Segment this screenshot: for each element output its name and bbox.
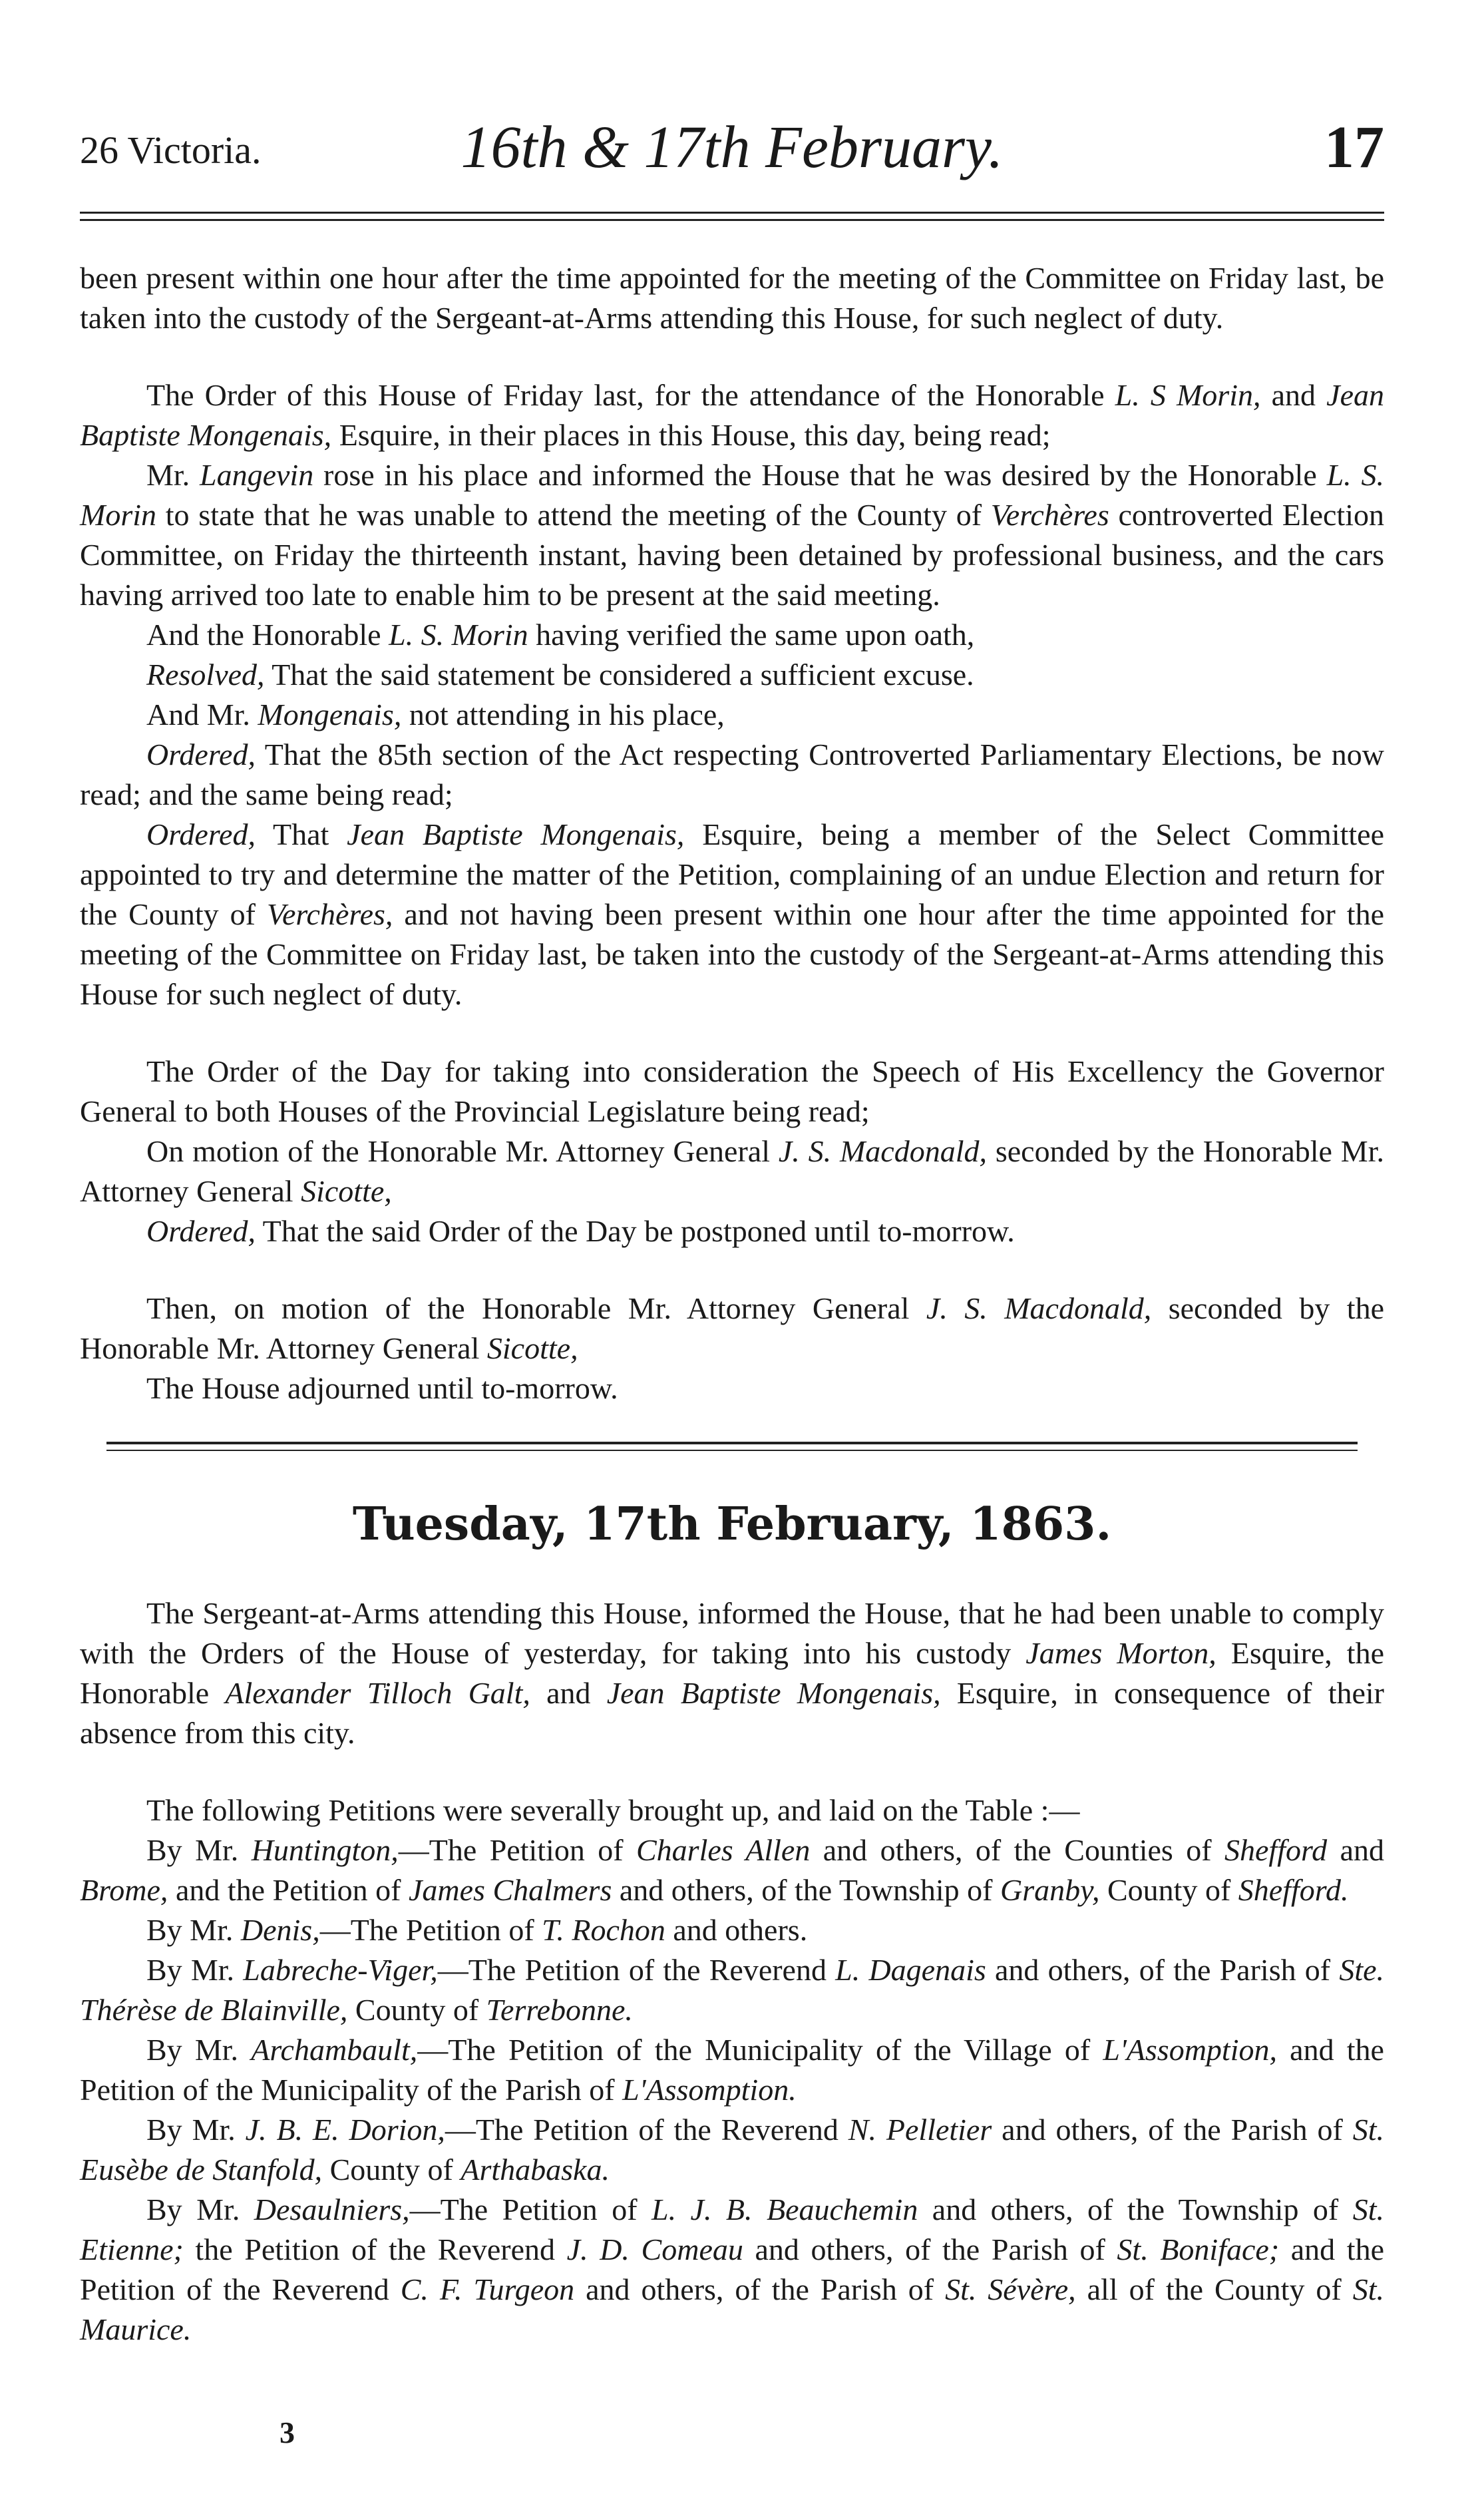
paragraph [80,1790,1384,1830]
text-run: —The Petition of the Reverend [437,1953,836,1987]
italic-text: St. Maurice. [80,2272,1384,2346]
text-run: That the said statement be considered a sufficient excuse. [264,658,974,692]
text-run: not attending in his place, [401,698,725,731]
italic-text: Desaulniers, [254,2192,410,2226]
italic-text: J. B. E. Dorion, [245,2113,445,2147]
paragraph [80,2190,1384,2350]
paragraph [80,1593,1384,1753]
paragraph [80,695,1384,735]
italic-text: St. Sévère, [945,2272,1076,2306]
paragraph [80,1289,1384,1368]
text-run: and [530,1676,607,1710]
text-run: —The Petition of [409,2192,651,2226]
italic-text: Denis, [240,1913,320,1947]
text-run: The House adjourned until to-morrow. [146,1371,618,1405]
text-run: and others, of the Counties of [810,1833,1224,1867]
italic-text: L. J. B. Beauchemin [651,2192,918,2226]
text-run: controverted Election Committee, on Friday the thirteenth instant, having been detained by professional business, and the cars having arrived too late to enable him to be present at the said meeting. [80,498,1384,612]
text-run: seconded by the Honorable Mr. Attorney General [80,1134,1384,1208]
italic-text: L. S Morin, [1115,378,1261,412]
text-run: Esquire, in consequence of their absence from this city. [80,1676,1384,1750]
italic-text: L'Assomption, [1103,2033,1277,2067]
italic-text: T. Rochon [542,1913,665,1947]
paragraph [80,1132,1384,1211]
italic-text: Granby, [1000,1873,1100,1907]
text-run: —The Petition of the Municipality of the Village of [417,2033,1103,2067]
italic-text: Verchères [990,498,1109,532]
text-run: On motion of the Honorable Mr. Attorney General [146,1134,779,1168]
text-run: That the 85th section of the Act respecting Controverted Parliamentary Elections, be now read; and the same being read; [80,737,1384,811]
italic-text: Ste. Thérèse de Blainville, [80,1953,1385,2027]
italic-text: L. S. Morin [80,458,1384,532]
italic-text: Shefford [1224,1833,1328,1867]
text-run: and [1260,378,1327,412]
italic-text: Jean Baptiste Mongenais, [606,1676,941,1710]
italic-text: L'Assomption. [622,2073,797,2107]
text-run: and not having been present within one hour after the time appointed for the meeting of the Committee on Friday last, be taken into the custody of the Sergeant-at-Arms attending this House for such neglect of duty. [80,897,1384,1011]
text-run: Mr. [146,458,200,492]
text-run: rose in his place and informed the House that he was desired by the Honorable [313,458,1327,492]
section-february-16 [80,258,1384,1408]
italic-text: Ordered, [146,1214,256,1248]
text-run: been present within one hour after the time appointed for the meeting of the Committee on Friday last, be taken into the custody of the Sergeant-at-Arms attending this House, for such neglect of duty. [80,261,1384,335]
text-run: By Mr. [146,2113,246,2147]
italic-text: L. S. Morin [389,618,528,652]
text-run: and others, of the Township of [918,2192,1353,2226]
text-run: By Mr. [146,2033,252,2067]
paragraph [80,815,1384,1014]
text-run: Esquire, being a member of the Select Committee appointed to try and determine the matter of the Petition, complaining of an undue Election and return for the County of [80,817,1385,931]
italic-text: N. Pelletier [848,2113,992,2147]
text-run: County of [1099,1873,1238,1907]
text-run: County of [322,2153,461,2187]
text-run: and the Petition of the Reverend [80,2232,1385,2306]
text-run: By Mr. [146,1953,244,1987]
italic-text: J. S. Macdonald, [778,1134,987,1168]
section-february-17 [80,1593,1384,2350]
paragraph [80,655,1384,695]
text-run: and [1327,1833,1384,1867]
paragraph [80,615,1384,655]
paragraph [80,455,1384,615]
text-run: By Mr. [146,1913,241,1947]
italic-text: Mongenais, [258,698,402,731]
text-run: to state that he was unable to attend the meeting of the County of [156,498,991,532]
italic-text: C. F. Turgeon [400,2272,575,2306]
paragraph [80,258,1384,338]
text-run: —The Petition of [398,1833,636,1867]
italic-text: James Chalmers [409,1873,612,1907]
text-run: The following Petitions were severally brought up, and laid on the Table :— [146,1793,1080,1827]
italic-text: Alexander Tilloch Galt, [225,1676,530,1710]
text-run: the Petition of the Reverend [183,2232,567,2266]
text-run: That [255,817,347,851]
text-run: —The Petition of [319,1913,542,1947]
text-run: The Order of the Day for taking into consideration the Speech of His Excellency the Governor General to both Houses of the Provincial Legislature being read; [80,1054,1384,1128]
signature-mark: 3 [279,2415,295,2449]
italic-text: Verchères, [266,897,393,931]
text-run: And Mr. [146,698,258,731]
text-run: and others. [665,1913,808,1947]
paragraph [80,735,1384,815]
text-run: —The Petition of the Reverend [445,2113,848,2147]
date-heading: Tuesday, 17th February, 1863. [352,1498,1112,1551]
text-run: and others, of the Parish of [743,2232,1117,2266]
page-header [80,113,1384,193]
text-run: And the Honorable [146,618,389,652]
text-run: The Order of this House of Friday last, for the attendance of the Honorable [146,378,1115,412]
header-dates: 16th & 17th February. [461,114,1004,180]
paragraph [80,1910,1384,1950]
paragraph [80,2030,1384,2110]
header-session: 26 Victoria. [80,128,262,172]
italic-text: Shefford. [1238,1873,1349,1907]
italic-text: Charles Allen [636,1833,811,1867]
italic-text: Sicotte, [301,1174,392,1208]
italic-text: L. Dagenais [835,1953,986,1987]
italic-text: St. Eusèbe de Stanfold, [80,2113,1384,2187]
italic-text: Huntington, [251,1833,399,1867]
italic-text: J. D. Comeau [566,2232,743,2266]
text-run: County of [347,1993,486,2027]
italic-text: St. Etienne; [80,2192,1384,2266]
text-run: and the Petition of the Municipality of the Parish of [80,2033,1384,2107]
paragraph [80,1830,1384,1910]
section-divider [106,1442,1358,1451]
text-run: and the Petition of [168,1873,409,1907]
text-run: and others, of the Parish of [986,1953,1340,1987]
paragraph [80,1368,1384,1408]
italic-text: Jean Baptiste Mongenais, [347,817,685,851]
text-run: seconded by the Honorable Mr. Attorney General [80,1291,1384,1365]
italic-text: Labreche-Viger, [243,1953,438,1987]
italic-text: Jean Baptiste Mongenais, [80,378,1384,452]
text-run: The Sergeant-at-Arms attending this House, informed the House, that he had been unable to comply with the Orders of the House of yesterday, for taking into his custody [80,1596,1384,1670]
text-run: By Mr. [146,2192,254,2226]
text-run: That the said Order of the Day be postponed until to-morrow. [255,1214,1015,1248]
italic-text: J. S. Macdonald, [926,1291,1152,1325]
italic-text: Arthabaska. [461,2153,610,2187]
paragraph [80,1211,1384,1251]
text-run: and others, of the Township of [612,1873,1000,1907]
text-run: having verified the same upon oath, [528,618,975,652]
text-run: Then, on motion of the Honorable Mr. Attorney General [146,1291,926,1325]
text-run: and others, of the Parish of [574,2272,946,2306]
italic-text: Resolved, [146,658,265,692]
text-run: Esquire, the Honorable [80,1636,1384,1710]
paragraph [80,375,1384,455]
header-rule [80,212,1384,221]
italic-text: Brome, [80,1873,168,1907]
paragraph [80,1950,1384,2030]
text-run: Esquire, in their places in this House, this day, being read; [331,418,1051,452]
text-run: and others, of the Parish of [992,2113,1353,2147]
italic-text: Terrebonne. [486,1993,633,2027]
page-number: 17 [1324,114,1384,180]
italic-text: James Morton, [1025,1636,1216,1670]
paragraph [80,1052,1384,1132]
text-run: By Mr. [146,1833,252,1867]
italic-text: Archambault, [251,2033,418,2067]
italic-text: Ordered, [146,737,256,771]
text-run: all of the County of [1075,2272,1353,2306]
italic-text: Langevin [200,458,314,492]
italic-text: Sicotte, [486,1331,578,1365]
paragraph [80,2110,1384,2190]
italic-text: Ordered, [146,817,256,851]
italic-text: St. Boniface; [1117,2232,1280,2266]
